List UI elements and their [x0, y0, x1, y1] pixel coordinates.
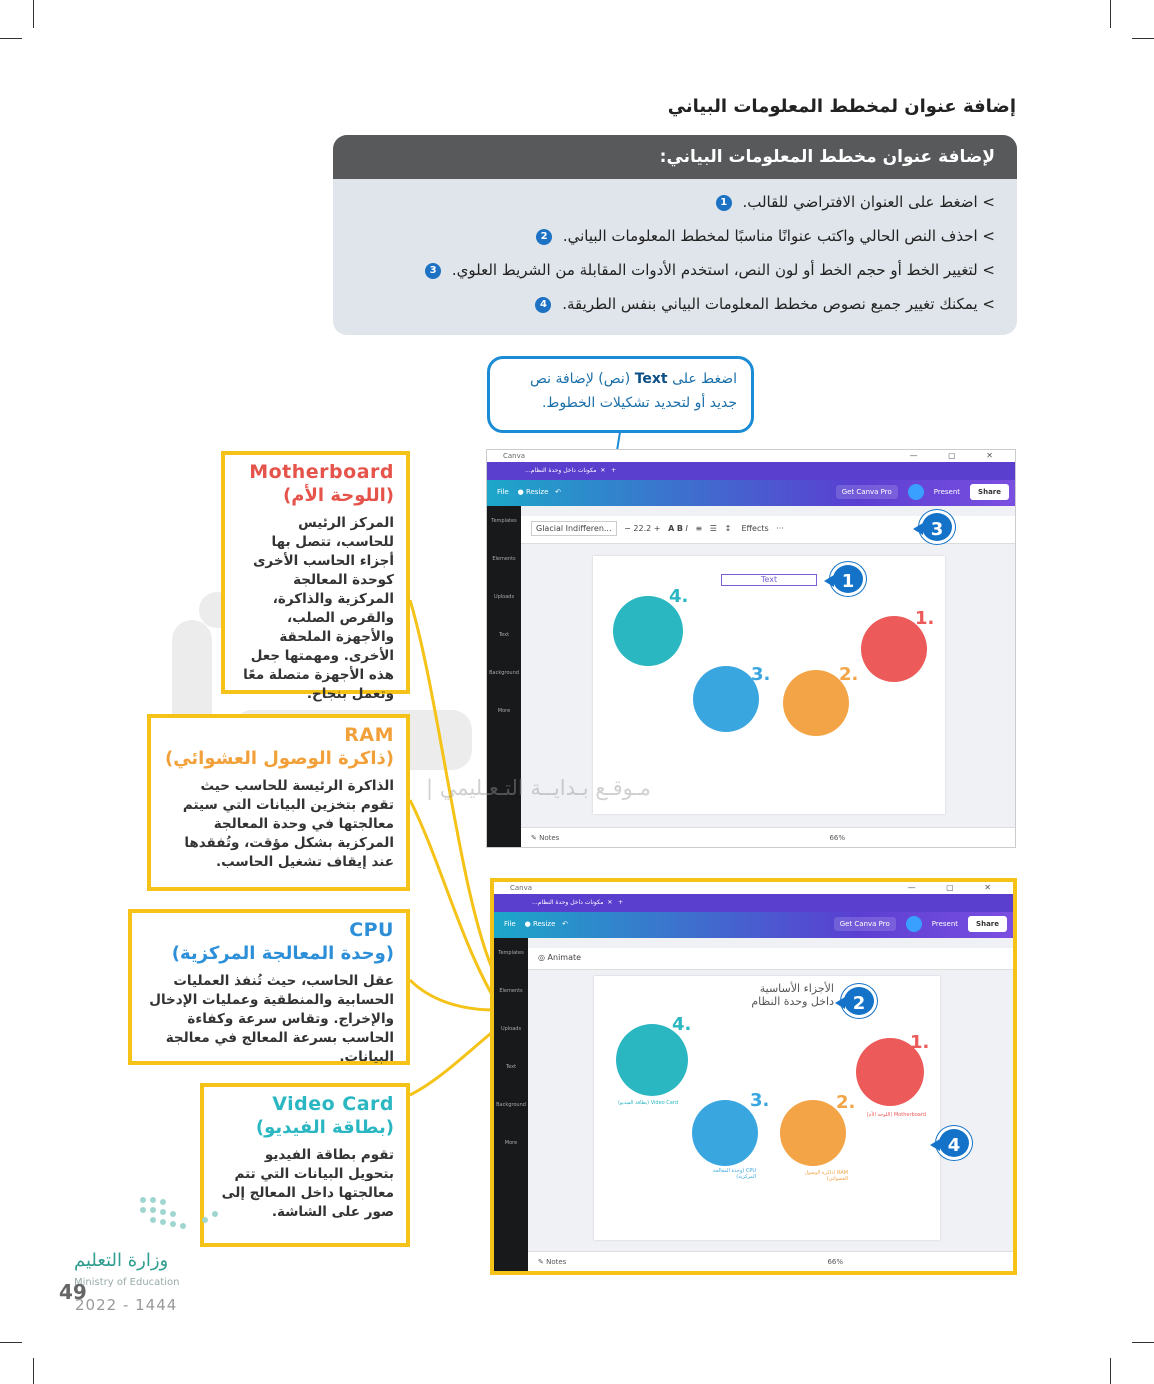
number-3: 3.: [751, 664, 771, 685]
sidebar-item-background[interactable]: Background: [489, 670, 519, 676]
sidebar-item-text[interactable]: Text: [505, 1064, 517, 1070]
marker-1: 1: [830, 562, 866, 596]
zoom-level[interactable]: 66%: [829, 834, 845, 842]
cpu-title-ar: (وحدة المعالجة المركزية): [171, 943, 394, 964]
marker-4: 4: [936, 1126, 972, 1160]
file-menu[interactable]: File: [497, 488, 509, 496]
cpu-description: عقل الحاسب، حيث تُنفذ العمليات الحسابية والمنطقية وعمليات الإدخال والإخراج. وتقاس سرعة وكفاءة الحاسب بسرعة المعالج في معالجة البيانات.: [149, 973, 394, 1065]
step-number-badge: 1: [716, 195, 732, 211]
number-2: 2.: [839, 664, 859, 685]
ram-title-ar: (ذاكرة الوصول العشوائي): [164, 748, 394, 769]
sidebar-item-background[interactable]: Background: [496, 1102, 526, 1108]
cpu-title: CPU: [349, 919, 394, 941]
window-titlebar: Canva — ▢ ✕: [494, 882, 1013, 894]
motherboard-description: المركز الرئيس للحاسب، تتصل بها أجزاء الحاسب الأخرى كوحدة المعالجة المركزية والذاكرة، والقرص الصلب، والأجهزة الملحقة الأخرى. ومهمتها جعل هذه الأجهزة متصلة معًا وتعمل بنجاح.: [243, 515, 394, 702]
avatar[interactable]: [906, 916, 922, 932]
sidebar-item-more[interactable]: More: [504, 1140, 518, 1146]
file-menu[interactable]: File: [504, 920, 516, 928]
notes-bar: ✎ Notes 66%: [521, 827, 1015, 847]
circle-cpu: [693, 666, 759, 732]
format-toolbar: Glacial Indifferen... − 22.2 + A B I ≡ ☰ ↕ Effects ···: [521, 516, 1015, 544]
watermark-text: مـوقـع بـدايــة التـعـليمي |: [426, 776, 651, 800]
notes-button[interactable]: Notes: [546, 1258, 567, 1266]
ram-description: الذاكرة الرئيسة للحاسب حيث تقوم بتخزين البيانات التي سيتم معالجتها في وحدة المعالجة المركزية بشكل مؤقت، وتُفقدها عند إيقاف تشغيل الحاسب.: [182, 778, 394, 870]
present-button[interactable]: Present: [933, 488, 961, 496]
resize-button[interactable]: Resize: [532, 920, 556, 928]
number-4: 4.: [669, 586, 689, 607]
step-item: > احذف النص الحالي واكتب عنوانًا مناسبًا لمخطط المعلومات البياني. 2: [343, 219, 995, 253]
page-title: إضافة عنوان لمخطط المعلومات البياني: [667, 96, 1016, 117]
zoom-level[interactable]: 66%: [827, 1258, 843, 1266]
ministry-name-ar: وزارة التعليم: [74, 1250, 169, 1271]
circle-cpu: [692, 1100, 758, 1166]
design-canvas[interactable]: [594, 976, 940, 1240]
number-1: 1.: [915, 608, 935, 629]
sidebar-item-elements[interactable]: Elements: [492, 556, 516, 562]
title-text-box[interactable]: Text: [721, 574, 817, 586]
browser-tab[interactable]: ...مكونات داخل وحدة النظام ✕ +: [494, 894, 1013, 912]
card-label-video: Video Card (بطاقة الفيديو): [617, 1100, 678, 1106]
canva-toolbar: File ● Resize ↶ Get Canva Pro Present Share: [487, 480, 1015, 506]
canva-screenshot-bottom: [490, 878, 1017, 1275]
font-select[interactable]: Glacial Indifferen...: [531, 521, 617, 536]
video-card-description: تقوم بطاقة الفيديو بتحويل البيانات التي تتم معالجتها داخل المعالج إلى صور على الشاشة.: [221, 1147, 394, 1220]
get-pro-button[interactable]: Get Canva Pro: [834, 917, 896, 931]
browser-tab[interactable]: ...مكونات داخل وحدة النظام ✕ +: [487, 462, 1015, 480]
sidebar-item-elements[interactable]: Elements: [499, 988, 523, 994]
notes-button[interactable]: Notes: [539, 834, 560, 842]
step-number-badge: 4: [535, 297, 551, 313]
card-label-cpu: CPU (وحدة المعالجة المركزية): [712, 1168, 756, 1180]
canva-sidebar: [494, 938, 528, 1271]
year-label: 2022 - 1444: [75, 1296, 178, 1314]
sidebar-item-uploads[interactable]: Uploads: [493, 594, 515, 600]
number-1: 1.: [910, 1032, 930, 1053]
ram-title: RAM: [344, 724, 394, 746]
font-size-input[interactable]: 22.2: [633, 524, 652, 533]
canva-toolbar: File ● Resize ↶ Get Canva Pro Present Share: [494, 912, 1013, 938]
ministry-name-en: Ministry of Education: [74, 1277, 180, 1288]
step-item: > يمكنك تغيير جميع نصوص مخطط المعلومات البياني بنفس الطريقة. 4: [343, 287, 995, 321]
get-pro-button[interactable]: Get Canva Pro: [836, 485, 898, 499]
step-number-badge: 2: [536, 229, 552, 245]
video-card-title-ar: (بطاقة الفيديو): [255, 1117, 394, 1138]
number-3: 3.: [750, 1090, 770, 1111]
notes-bar: ✎ Notes 66%: [528, 1251, 1013, 1271]
effects-button[interactable]: Effects: [741, 524, 769, 533]
number-2: 2.: [836, 1092, 856, 1113]
video-card-title: Video Card: [272, 1093, 394, 1115]
sidebar-item-templates[interactable]: Templates: [498, 950, 524, 956]
avatar[interactable]: [908, 484, 924, 500]
motherboard-title: Motherboard: [249, 461, 394, 483]
step-item: > لتغيير الخط أو حجم الخط أو لون النص، استخدم الأدوات المقابلة من الشريط العلوي. 3: [343, 253, 995, 287]
card-label-motherboard: Motherboard (اللوحة الأم): [866, 1112, 926, 1118]
card-label-ram: RAM (ذاكرة الوصول العشوائي): [804, 1170, 848, 1182]
sidebar-item-templates[interactable]: Templates: [491, 518, 517, 524]
sidebar-item-uploads[interactable]: Uploads: [500, 1026, 522, 1032]
animate-button[interactable]: Animate: [547, 953, 582, 962]
page-number: 49: [59, 1280, 87, 1304]
motherboard-title-ar: (اللوحة الأم): [283, 485, 394, 506]
share-button[interactable]: Share: [968, 916, 1007, 932]
step-item: > اضغط على العنوان الافتراضي للقالب. 1: [343, 185, 995, 219]
marker-3: 3: [919, 510, 955, 544]
animate-toolbar: ◎ Animate: [528, 948, 1013, 970]
number-4: 4.: [672, 1014, 692, 1035]
steps-heading: لإضافة عنوان مخطط المعلومات البياني:: [333, 135, 1017, 179]
resize-button[interactable]: Resize: [525, 488, 549, 496]
share-button[interactable]: Share: [970, 484, 1009, 500]
sidebar-item-text[interactable]: Text: [498, 632, 510, 638]
infographic-title[interactable]: الأجزاء الأساسية داخل وحدة النظام: [751, 982, 834, 1008]
present-button[interactable]: Present: [931, 920, 959, 928]
text-tip-callout: اضغط على Text (نص) لإضافة نص جديد أو لتحديد تشكيلات الخطوط.: [487, 356, 754, 433]
step-number-badge: 3: [425, 263, 441, 279]
marker-2: 2: [841, 984, 877, 1018]
window-titlebar: Canva — ▢ ✕: [487, 450, 1015, 462]
sidebar-item-more[interactable]: More: [497, 708, 511, 714]
